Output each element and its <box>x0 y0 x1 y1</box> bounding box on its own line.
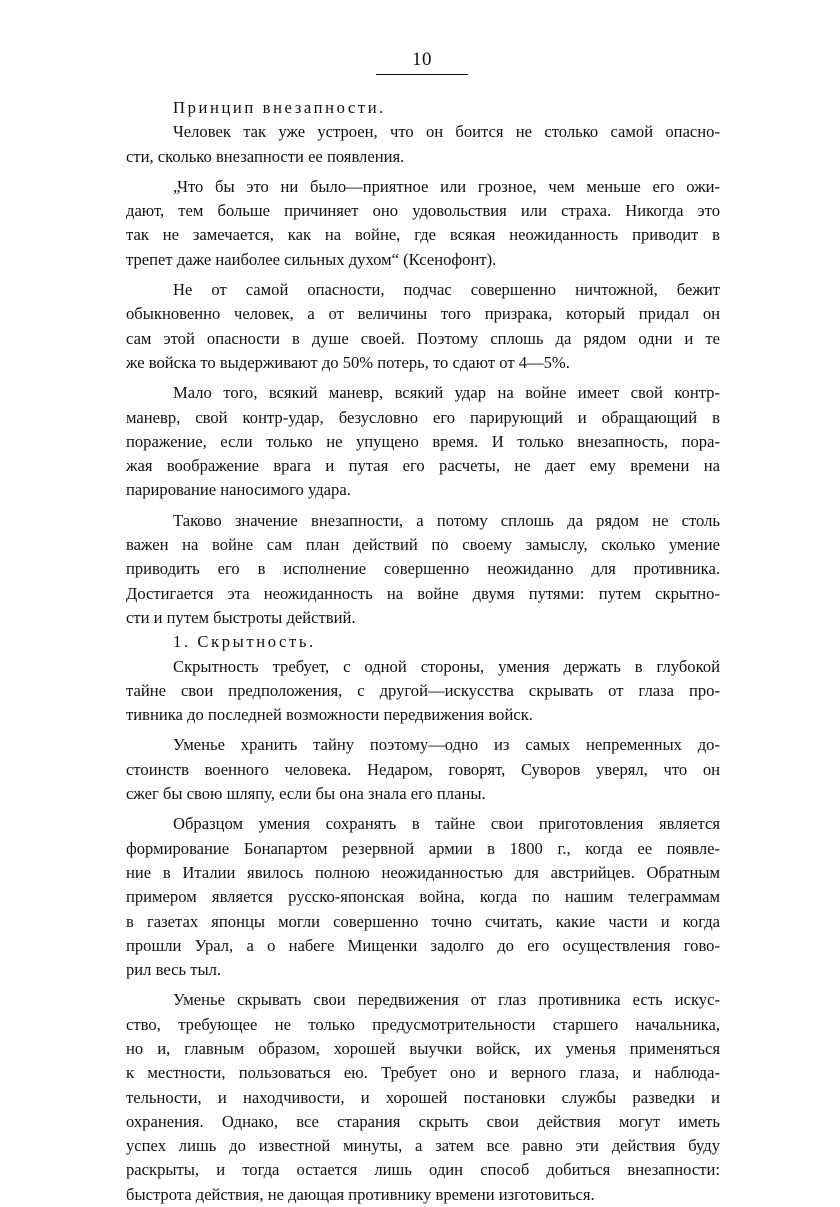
text-line: сжег бы свою шляпу, если бы она знала его планы. <box>126 784 486 804</box>
body-text <box>126 96 720 1207</box>
paragraph <box>126 988 720 1207</box>
paragraph <box>126 175 720 272</box>
text-line: сти, сколько внезапности ее появления. <box>126 146 405 166</box>
paragraph <box>126 278 720 375</box>
text-line: важен на войне сам план действий по своему замыслу, сколько умение <box>126 535 720 555</box>
paragraph <box>126 733 720 806</box>
text-line: приводить его в исполнение совершенно неожиданно для противника. <box>126 559 720 579</box>
page-number-rule <box>376 74 468 75</box>
text-line: Уменье скрывать свои передвижения от глаз противника есть искус- <box>173 990 720 1010</box>
text-line: парирование наносимого удара. <box>126 480 351 500</box>
text-line: же войска то выдерживают до 50% потерь, то сдают от 4—5%. <box>126 352 570 372</box>
text-line: раскрыты, и тогда остается лишь один способ добиться внезапности: <box>126 1160 720 1180</box>
text-line: к местности, пользоваться ею. Требует оно и верного глаза, и наблюда- <box>126 1063 720 1083</box>
text-line: формирование Бонапартом резервной армии в 1800 г., когда ее появле- <box>126 838 720 858</box>
text-line: сти и путем быстроты действий. <box>126 607 356 627</box>
text-line: Мало того, всякий маневр, всякий удар на войне имеет свой контр- <box>173 383 720 403</box>
text-line: успех лишь до известной минуты, а затем все равно эти действия буду <box>126 1136 720 1156</box>
text-line: примером является русско-японская война, когда по нашим телеграммам <box>126 887 720 907</box>
text-line: трепет даже наиболее сильных духом“ (Ксенофонт). <box>126 249 497 269</box>
text-line: дают, тем больше причиняет оно удовольствия или страха. Никогда это <box>126 201 720 221</box>
text-line: поражение, если только не упущено время. И только внезапность, пора- <box>126 431 720 451</box>
text-line: охранения. Однако, все старания скрыть свои действия могут иметь <box>126 1111 720 1131</box>
paragraph <box>126 381 720 502</box>
page-number: 10 <box>412 49 432 70</box>
text-line: в газетах японцы могли совершенно точно считать, какие части и когда <box>126 911 720 931</box>
paragraph <box>126 509 720 630</box>
paragraph <box>126 655 720 728</box>
paragraph <box>126 812 720 982</box>
text-line: но и, главным образом, хорошей выучки войск, их уменья применяться <box>126 1038 720 1058</box>
text-line: тельности, и находчивости, и хорошей постановки службы разведки и <box>126 1087 720 1107</box>
paragraph <box>126 120 720 169</box>
text-line: тивника до последней возможности передвижения войск. <box>126 705 533 725</box>
text-line: Человек так уже устроен, что он боится не столько самой опасно- <box>173 122 720 142</box>
text-line: ство, требующее не только предусмотрительности старшего начальника, <box>126 1014 720 1034</box>
text-line: „Что бы это ни было––приятное или грозное, чем меньше его ожи- <box>173 176 720 196</box>
text-line: тайне свои предположения, с другой—искусства скрывать от глаза про- <box>126 680 720 700</box>
text-line: Достигается эта неожиданность на войне двумя путями: путем скрытно- <box>126 583 720 603</box>
text-line: Не от самой опасности, подчас совершенно ничтожной, бежит <box>173 280 720 300</box>
text-line: рил весь тыл. <box>126 960 222 980</box>
section-heading-surprise: Принцип внезапности. <box>173 98 386 117</box>
text-line: Образцом умения сохранять в тайне свои приготовления является <box>173 814 720 834</box>
text-line: Скрытность требует, с одной стороны, умения держать в глубокой <box>173 656 720 676</box>
text-line: сам этой опасности в душе своей. Поэтому сплошь да рядом одни и те <box>126 328 720 348</box>
text-line: Таково значение внезапности, а потому сплошь да рядом не столь <box>173 510 720 530</box>
text-line: так не замечается, как на войне, где всякая неожиданность приводит в <box>126 225 720 245</box>
text-line: Уменье хранить тайну поэтому—одно из самых непременных до- <box>173 735 720 755</box>
section-heading-secrecy: 1. Скрытность. <box>173 632 316 652</box>
text-line: обыкновенно человек, а от величины того призрака, который придал он <box>126 304 720 324</box>
text-line: маневр, свой контр-удар, безусловно его парирующий и обращающий в <box>126 407 720 427</box>
text-line: прошли Урал, а о набеге Мищенки задолго до его осуществления гово- <box>126 935 720 955</box>
text-line: ние в Италии явилось полною неожиданностью для австрийцев. Обратным <box>126 862 720 882</box>
text-line: жая воображение врага и путая его расчеты, не дает ему времени на <box>126 456 720 476</box>
text-line: стоинств военного человека. Недаром, говорят, Суворов уверял, что он <box>126 759 720 779</box>
text-line: быстрота действия, не дающая противнику времени изготовиться. <box>126 1184 595 1204</box>
